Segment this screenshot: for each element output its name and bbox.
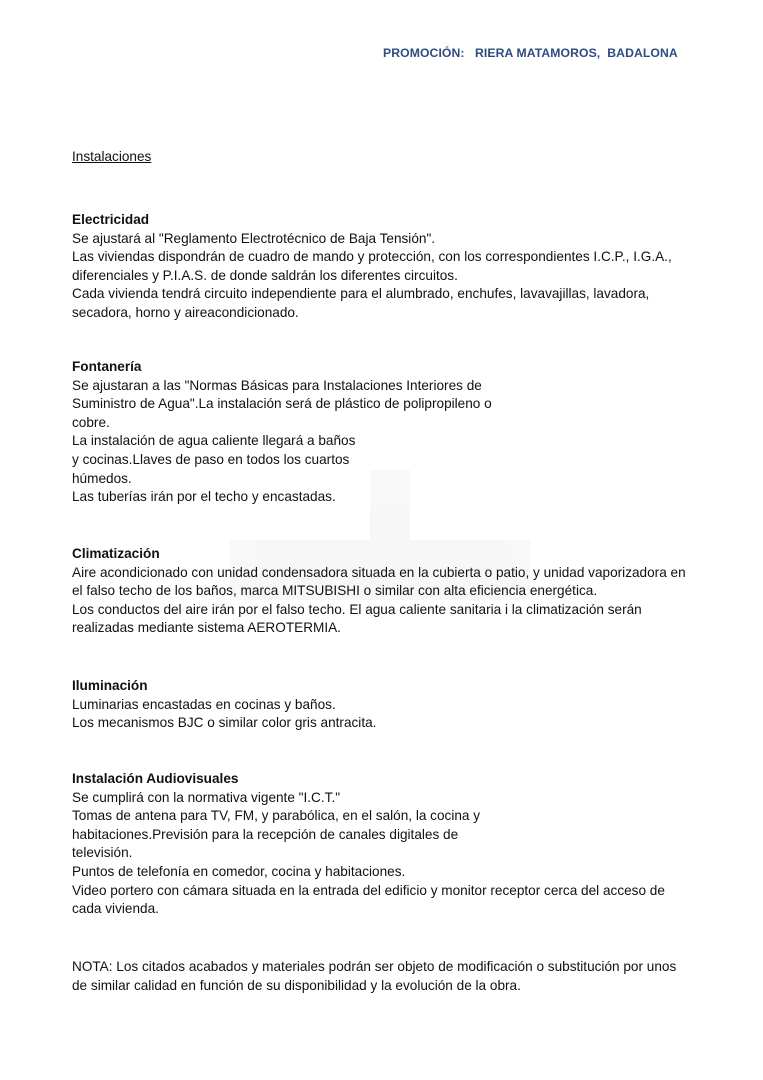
section-climatizacion [72,545,722,638]
paragraph-line: televisión. [72,845,133,861]
paragraph-line: Video portero con cámara situada en la entrada del edificio y monitor receptor cerca del acceso de [72,882,665,898]
paragraph-line: diferenciales y P.I.A.S. de donde saldrán los diferentes circuitos. [72,267,458,283]
paragraph-line: cada vivienda. [72,901,159,917]
section-heading: Instalación Audiovisuales [72,771,239,786]
paragraph-line: NOTA: Los citados acabados y materiales podrán ser objeto de modificación o substitución por unos [72,959,677,974]
paragraph-line: Aire acondicionado con unidad condensadora situada en la cubierta o patio, y unidad vaporizadora en [72,564,686,580]
paragraph-line: Las viviendas dispondrán de cuadro de mando y protección, con los correspondientes I.C.P., I.G.A., [72,249,672,265]
paragraph-line: Las tuberías irán por el techo y encastadas. [72,489,336,505]
section-electricidad [72,211,722,323]
paragraph-line: el falso techo de los baños, marca MITSUBISHI o similar con alta eficiencia energética. [72,583,598,599]
paragraph-line: realizadas mediante sistema AEROTERMIA. [72,620,341,636]
paragraph-line: Puntos de telefonía en comedor, cocina y habitaciones. [72,863,406,879]
paragraph-line: y cocinas.Llaves de paso en todos los cuartos [72,451,350,467]
paragraph-line: de similar calidad en función de su disponibilidad y la evolución de la obra. [72,977,521,993]
paragraph-line: Tomas de antena para TV, FM, y parabólica, en el salón, la cocina y [72,808,481,824]
section-heading: Electricidad [72,212,150,227]
section-iluminacion [72,677,722,733]
paragraph-line: Suministro de Agua".La instalación será de plástico de polipropileno o [72,396,492,412]
paragraph-line: La instalación de agua caliente llegará a baños [72,433,356,449]
promotion-header: PROMOCIÓN: RIERA MATAMOROS, BADALONA [383,46,678,60]
paragraph-line: cobre. [72,414,110,430]
paragraph-line: húmedos. [72,470,132,486]
paragraph-line: Luminarias encastadas en cocinas y baños. [72,696,336,712]
note-paragraph [72,958,722,995]
paragraph-line: Se cumplirá con la normativa vigente "I.C.T." [72,789,341,805]
section-heading: Fontanería [72,359,142,374]
section-heading: Iluminación [72,678,148,693]
paragraph-line: secadora, horno y aireacondicionado. [72,304,299,320]
paragraph-line: Los conductos del aire irán por el falso techo. El agua caliente sanitaria i la climatización serán [72,601,642,617]
document-title: Instalaciones [72,149,152,164]
paragraph-line: Se ajustará al "Reglamento Electrotécnico de Baja Tensión". [72,230,436,246]
paragraph-line: habitaciones.Previsión para la recepción de canales digitales de [72,826,459,842]
paragraph-line: Cada vivienda tendrá circuito independiente para el alumbrado, enchufes, lavavajillas, lavadora, [72,286,650,302]
paragraph-line: Se ajustaran a las "Normas Básicas para Instalaciones Interiores de [72,377,482,393]
paragraph-line: Los mecanismos BJC o similar color gris antracita. [72,715,377,731]
section-heading: Climatización [72,546,160,561]
section-fontaneria [72,358,722,507]
section-audiovisuales [72,770,722,919]
